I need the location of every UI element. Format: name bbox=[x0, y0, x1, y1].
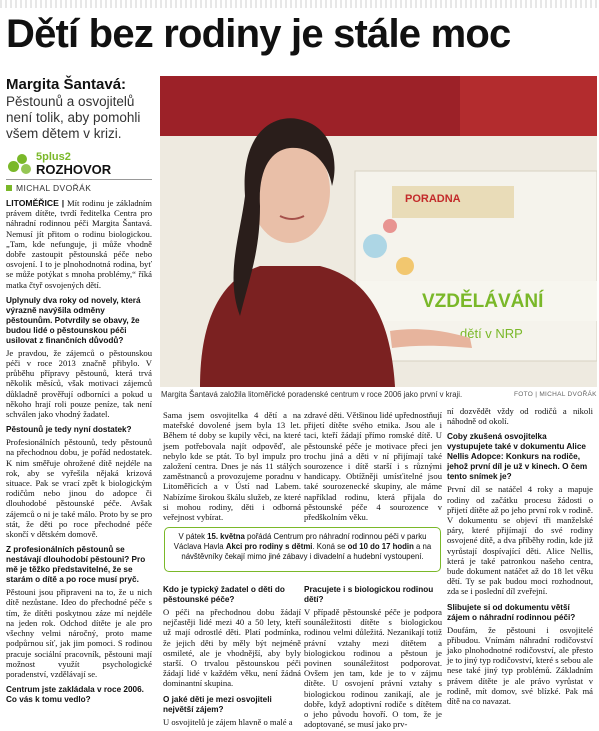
answer: Doufám, že pěstouni i osvojitelé přibudou. Vnímám náhradní rodičovství jako plnohodnotné rodičovství, ale přesto je to jiný typ rodičovství, které s sebou ale nese také jiný typ problémů. Základním právem dítěte je ale právo vyrůstat v rodině, mít domov, své blízké. Pak má dítě na co navazat. bbox=[447, 624, 593, 707]
author-name: MICHAL DVOŘÁK bbox=[16, 183, 92, 193]
answer: O péči na přechodnou dobu žádají nejčastěji lidé mezi 40 a 50 lety, kteří už mají odrostlé děti. Platí podmínka, že jejich děti by měly být nejméně osmileté, ale je vhodnější, aby byly starší. O trvalou pěstounskou péči žádají lidé v každém věku, není žádná dominantní skupina. bbox=[163, 607, 301, 689]
notice-text: pořádá Centrum pro náhradní rodinnou péči v parku Václava Havla bbox=[173, 532, 427, 551]
logo-dots-icon bbox=[8, 152, 34, 176]
photo-illustration bbox=[160, 76, 597, 387]
question: Uplynuly dva roky od novely, která výrazně navýšila odměny pěstounům. Potvrdily se obavy, že budou lidé o pěstounskou péči usilovat z finančních důvodů? bbox=[6, 295, 141, 345]
question: Z profesionálních pěstounů se nestávají dlouhodobí pěstouni? Pro mě je těžko představitelné, že se starám o dítě a po roce musí pryč. bbox=[6, 545, 146, 585]
answer: Pěstouni jsou připraveni na to, že u nich dítě nezůstane. Ideo do přechodné péče s tím, že dítěti poskytnou záze mí nejdéle na jeden rok. Odchod dítěte je ale pro všechny velmi náročný, proto mame podpůrnou síť, jak jim pomoci. S rodinou pracuje sociální pracovník, pěstouni mají možnost využít psychologické poradenství, vzdělávají se. bbox=[6, 587, 152, 679]
answer: Profesionálních pěstounů, tedy pěstounů na přechodnou dobu, je pořád nedostatek. K nim směřuje ohrožené dítě nejdéle na rok, aby se vyřešila nějaká krizová situace. Pak se vrací zpět k biologickým rodičům nebo jinou do adopce či dlouhodobé pěstounské péče. Avšak zájemců o ni je také málo. Proto by se pro stát, že děti po roce přechodné péče skončí v dětském domově. bbox=[6, 437, 152, 540]
author-line bbox=[6, 183, 91, 193]
answer: U osvojitelů je zájem hlavně o malé a bbox=[163, 716, 293, 727]
photo-credit: FOTO | MICHAL DVOŘÁK bbox=[514, 391, 597, 398]
top-edge-pattern bbox=[0, 0, 599, 8]
rubric-logo bbox=[8, 152, 150, 176]
question: Coby zkušená osvojitelka vystupujete také v dokumentu Alice Nellis Adopce: Konkurs na rodiče, jehož první díl je už v kinech. O čem tento snímek je? bbox=[447, 432, 588, 482]
rubric-brand: 5plus2 bbox=[36, 151, 71, 163]
answer: Sama jsem osvojitelka 4 dětí a na mateřské dovolené jsem byla 13 let. Během té doby se kupily věci, na které jsem potřebovala najít odpověď, ale nebylo kde se ptát. To byl impulz pro založení centra. Dnes je nás 11 stálých zaměstnanců a provozujeme poradnu v Litoměřicích a v Ústí nad Labem. Nabízíme širokou škálu služeb, ze které si mohou rodiny, děti i odborná veřejnost vybírat. bbox=[163, 410, 301, 523]
photo-caption: Margita Šantavá založila litoměřické poradenské centrum v roce 2006 jako první v kraji. bbox=[161, 390, 463, 399]
question: Kdo je typický žadatel o děti do pěstounské péče? bbox=[163, 585, 285, 604]
question: O jaké děti je mezi osvojiteli největší zájem? bbox=[163, 694, 272, 714]
article-column-3-bottom bbox=[304, 585, 442, 731]
article-column-1 bbox=[6, 198, 152, 707]
subhead-name: Margita Šantavá: bbox=[6, 76, 127, 93]
question: Pěstounů je tedy nyní dostatek? bbox=[6, 425, 132, 435]
question: Centrum jste zakládala v roce 2006. Co vás k tomu vedlo? bbox=[6, 685, 144, 705]
answer: zdravé děti. Většinou lidé upřednostňují přijetí dítěte svého etnika. Jsou ale i taci, kteří žádají přímo romské dítě. U pěstounské péče je motivace přeci jen trochu jiná a děti v ní přijímají také sourozence i dítě starší i s různými handicapy. Obtížněji umísťitelné jsou také sourozenecké skupiny, ale máme například rodinu, která přijala do pěstounské péče 4 sourozence v předškolním věku. bbox=[304, 410, 442, 523]
answer: V případě pěstounské péče je podpora sounáležitosti dítěte s biologickou rodinou velmi důležitá. Nezanikají totiž právní vztahy mezi dítětem a biologickou rodinou a pěstoun je povinen sounáležitost podporovat. Ovšem jen tam, kde je to v zájmu dítěte. U osvojení právní vztahy s biologickou rodinou zanikají, ale je dobře, když adoptivní rodiče s dítětem o jeho původu hovoří. O tom, že je adoptované, se musí jako prv- bbox=[304, 607, 442, 730]
author-square-icon bbox=[6, 185, 12, 191]
answer: ní dozvědět vždy od rodičů a nikoli náhodně od okolí. bbox=[447, 406, 593, 427]
sign-sub: dětí v NRP bbox=[460, 326, 523, 341]
article-column-2-bottom bbox=[163, 585, 301, 729]
question: Pracujete i s biologickou rodinou dětí? bbox=[304, 585, 434, 604]
sign-main: VZDĚLÁVÁNÍ bbox=[422, 291, 544, 312]
notice-date: 15. května bbox=[207, 532, 245, 541]
notice-text: . Koná se bbox=[312, 542, 348, 551]
article-column-2 bbox=[163, 410, 301, 524]
intro-text: Mít rodinu je základním právem dítěte, tvrdí ředitelka Centra pro náhradní rodinnou péči Margita Šantavá. Nemusí jít přitom o rodinu biologickou. „Tam, kde nefunguje, ji může vhodně dobře zastoupit pěstounská péče nebo osvojení. I to je plnohodnotná rodina, byť se může potýkat s mnoha problémy,“ říká matka čtyř osvojených dětí. bbox=[6, 198, 152, 290]
notice-event: Akci pro rodiny s dětmi bbox=[225, 542, 313, 551]
headline: Dětí bez rodiny je stále moc bbox=[6, 12, 511, 56]
event-notice-box bbox=[164, 527, 441, 572]
notice-time: od 10 do 17 hodin bbox=[347, 542, 414, 551]
answer: První díl se natáčel 4 roky a mapuje rodiny od začátku procesu žádosti o přijetí dítěte až po jeho první rok v rodině. V dokumentu se objeví tři manželské páry, které přijímají do své rodiny osvojené dítě, a dva příběhy rodin, kde již vyrůstají dospívající děti. Alice Nellis, která je také patronkou našeho centra, bude dokument natáčet až do 18 let věku dětí. Ty se pak budou moci rozhodnout, zda se i poslední díl zveřejní. bbox=[447, 484, 593, 597]
article-column-4 bbox=[447, 406, 593, 708]
question: Slibujete si od dokumentu větší zájem o náhradní rodinnou péči? bbox=[447, 602, 576, 622]
sign-top: PORADNA bbox=[405, 193, 461, 205]
notice-text: V pátek bbox=[178, 532, 208, 541]
notice-text: a na návštěvníky čekají mimo jiné zábavy i divadelní a hudební vystoupení. bbox=[181, 542, 432, 561]
rubric-section: ROZHOVOR bbox=[36, 162, 112, 177]
article-column-3 bbox=[304, 410, 442, 524]
answer: Je pravdou, že zájemců o pěstounskou péči v roce 2013 značně přibylo. V průběhu přípravy pěstounů, která trvá několik měsíců, však motivaci zájemců důkladně prověřují odborníci a pokud u někoho hrají roli pouze peníze, tak není schválen jako vhodný žadatel. bbox=[6, 347, 152, 420]
dateline: LITOMĚŘICE | bbox=[6, 198, 65, 208]
subhead-text: Pěstounů a osvojitelů není tolik, aby pomohli všem dětem v krizi. bbox=[6, 94, 141, 141]
divider bbox=[6, 179, 152, 180]
portrait-photo bbox=[160, 76, 597, 387]
